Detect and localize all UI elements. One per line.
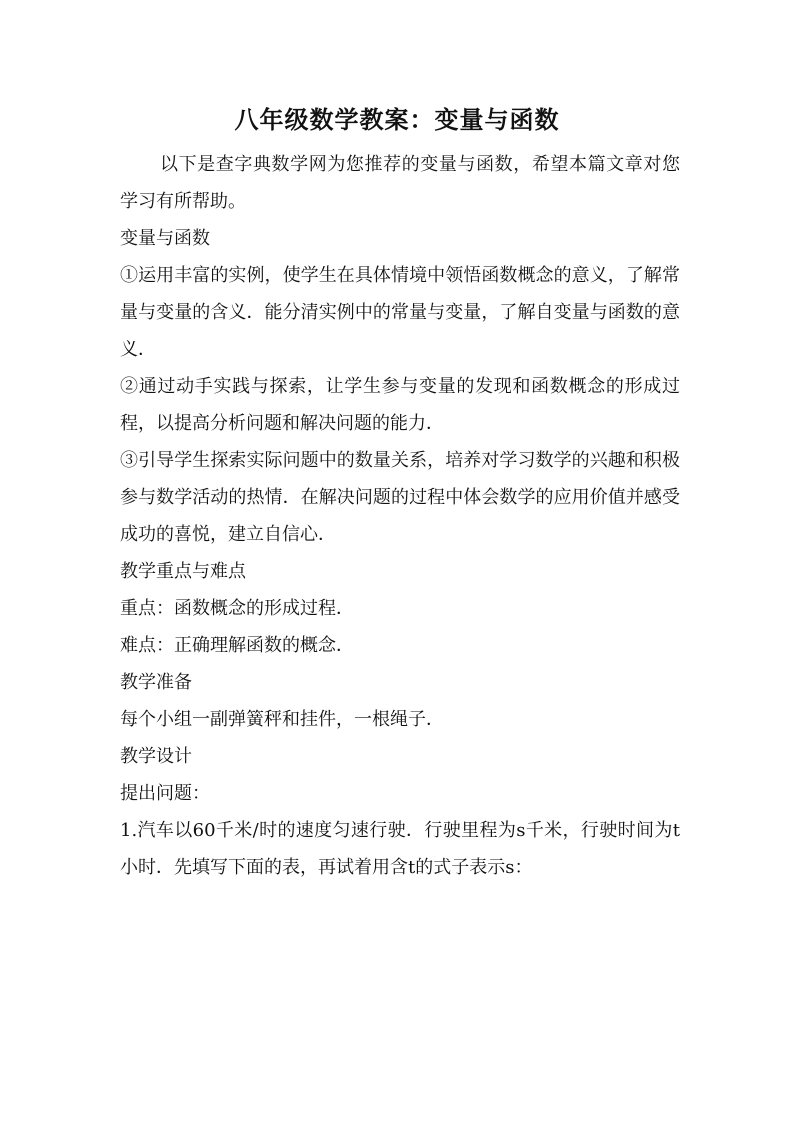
section-heading-design: 教学设计: [120, 746, 192, 767]
objective-2: ②通过动手实践与探索，让学生参与变量的发现和函数概念的形成过程，以提高分析问题和解决问题的能力．: [120, 376, 680, 434]
objective-3: ③引导学生探索实际问题中的数量关系，培养对学习数学的兴趣和积极参与数学活动的热情．在解决问题的过程中体会数学的应用价值并感受成功的喜悦，建立自信心．: [120, 450, 680, 545]
section-heading-preparation: 教学准备: [120, 672, 192, 693]
question-heading: 提出问题：: [120, 783, 210, 804]
intro-paragraph: 以下是查字典数学网为您推荐的变量与函数，希望本篇文章对您学习有所帮助。: [120, 154, 680, 212]
section-heading-variables: 变量与函数: [120, 228, 210, 249]
difficult-point: 难点：正确理解函数的概念．: [120, 635, 354, 656]
key-point: 重点：函数概念的形成过程．: [120, 598, 354, 619]
section-heading-key-points: 教学重点与难点: [120, 561, 246, 582]
preparation-text: 每个小组一副弹簧秤和挂件，一根绳子．: [120, 709, 444, 730]
document-title: 八年级数学教案：变量与函数: [234, 105, 560, 134]
document-body: [120, 146, 680, 886]
objective-1: ①运用丰富的实例，使学生在具体情境中领悟函数概念的意义，了解常量与变量的含义．能分清实例中的常量与变量，了解自变量与函数的意义．: [120, 265, 680, 360]
question-1: 1.汽车以60千米/时的速度匀速行驶．行驶里程为s千米，行驶时间为t小时．先填写下面的表，再试着用含t的式子表示s：: [120, 820, 680, 878]
